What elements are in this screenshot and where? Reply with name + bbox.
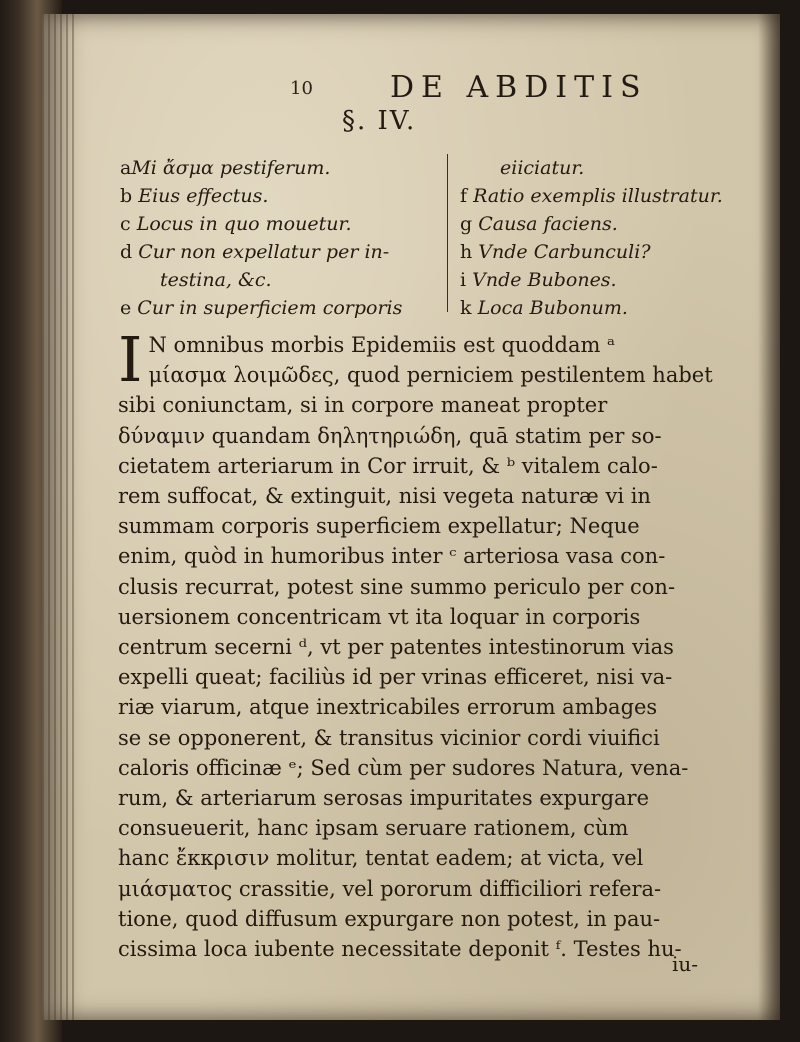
column-divider — [447, 154, 448, 312]
page-gutter — [42, 14, 76, 1020]
summary-letter: k — [460, 297, 472, 319]
section-heading: §. IV. — [342, 106, 417, 136]
text-line: rum, & arteriarum serosas impuritates expurgare — [118, 786, 650, 811]
chapter-summary — [120, 154, 723, 319]
summary-letter: h — [460, 241, 473, 263]
text-line: hanc ἔκκρισιν molitur, tentat eadem; at victa, vel — [118, 846, 644, 871]
summary-item — [460, 266, 760, 294]
summary-column-left — [120, 154, 420, 322]
text-line: tione, quod diffusum expurgare non potest, in pau- — [118, 906, 661, 931]
text-line: clusis recurrat, potest sine summo periculo per con- — [118, 574, 676, 599]
summary-item — [120, 182, 420, 210]
text-line: rem suffocat, & extinguit, nisi vegeta naturæ vi in — [118, 484, 651, 509]
text-line: consueuerit, hanc ipsam seruare rationem, cùm — [118, 816, 629, 841]
page-number: 10 — [290, 78, 313, 99]
text-line: expelli queat; faciliùs id per vrinas efficeret, nisi va- — [118, 665, 673, 690]
text-line: enim, quòd in humoribus inter ᶜ arteriosa vasa con- — [118, 544, 666, 569]
summary-item — [120, 210, 420, 238]
text-line: summam corporis superficiem expellatur; Neque — [118, 514, 640, 539]
summary-letter: g — [460, 213, 473, 235]
summary-text: Ratio exemplis illustratur. — [473, 185, 723, 207]
text-line: centrum secerni ᵈ, vt per patentes intestinorum vias — [118, 635, 674, 660]
summary-text: Vnde Bubones. — [472, 269, 617, 291]
summary-letter: b — [120, 185, 133, 207]
summary-item — [120, 154, 420, 182]
summary-item — [120, 294, 420, 322]
drop-cap: I — [118, 323, 143, 396]
summary-letter: e — [120, 297, 132, 319]
summary-text: eiiciatur. — [500, 157, 585, 179]
running-title: DE ABDITIS — [390, 70, 648, 105]
summary-item — [460, 154, 760, 182]
page-edge — [758, 14, 780, 1020]
summary-item — [120, 266, 420, 294]
summary-letter: f — [460, 185, 468, 207]
summary-letter: d — [120, 241, 133, 263]
text-line: δύναμιν quandam δηλητηριώδη, quā statim per so- — [118, 423, 662, 448]
summary-text: Causa faciens. — [478, 213, 618, 235]
summary-text: Loca Bubonum. — [477, 297, 628, 319]
summary-text: Mi ἄσμα pestiferum. — [131, 157, 331, 179]
text-line: uersionem concentricam vt ita loquar in corporis — [118, 604, 641, 629]
text-line: riæ viarum, atque inextricabiles errorum ambages — [118, 695, 658, 720]
summary-letter: i — [460, 269, 467, 291]
summary-text: Locus in quo mouetur. — [136, 213, 352, 235]
summary-item — [120, 238, 420, 266]
summary-text: Cur in superficiem corporis — [137, 297, 403, 319]
text-line: μίασμα λοιμῶδες, quod perniciem pestilentem habet — [148, 363, 713, 388]
text-line: N omnibus morbis Epidemiis est quoddam ᵃ — [148, 333, 616, 357]
body-text — [118, 323, 726, 964]
summary-item — [460, 238, 760, 266]
catchword: iu- — [672, 952, 699, 976]
text-line: cissima loca iubente necessitate deponit ᶠ. Testes hu- — [118, 937, 682, 962]
summary-item — [460, 294, 760, 322]
summary-text: Cur non expellatur per in- — [138, 241, 390, 263]
text-line: se se opponerent, & transitus vicinior cordi viuifici — [118, 725, 660, 750]
page-header — [238, 70, 658, 110]
text-line: sibi coniunctam, si in corpore maneat propter — [118, 393, 608, 418]
summary-item — [460, 210, 760, 238]
summary-text: Vnde Carbunculi? — [478, 241, 651, 263]
summary-column-right — [460, 154, 760, 322]
text-line: cietatem arteriarum in Cor irruit, & ᵇ vitalem calo- — [118, 453, 658, 478]
summary-text: testina, &c. — [160, 269, 272, 291]
text-line: caloris officinæ ᵉ; Sed cùm per sudores Natura, vena- — [118, 755, 689, 780]
summary-letter: c — [120, 213, 131, 235]
summary-item — [460, 182, 760, 210]
text-line: μιάσματος crassitie, vel pororum difficiliori refera- — [118, 876, 662, 901]
summary-text: Eius effectus. — [138, 185, 269, 207]
summary-letter: a — [120, 157, 132, 179]
